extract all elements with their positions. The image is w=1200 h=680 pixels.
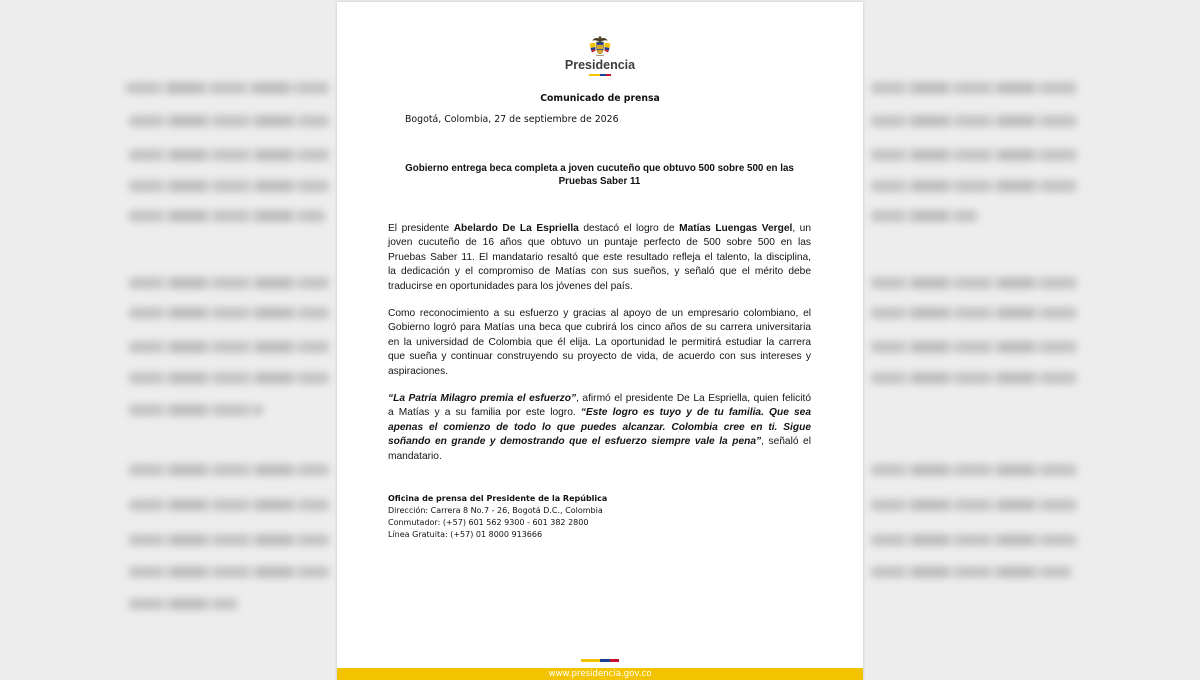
body-text-run: , afirmó el presidente De La Espriella, quien felicitó (576, 392, 811, 404)
flag-yellow-segment (589, 74, 600, 76)
body-line: Pruebas Saber 11. El mandatario resaltó que este resultado refleja el talento, la disciplina, (388, 251, 811, 263)
blurred-background-text (128, 115, 330, 127)
blurred-background-text (870, 82, 1078, 94)
blurred-background-text (870, 210, 978, 222)
flag-yellow-segment (581, 659, 600, 662)
blurred-background-text (128, 534, 330, 546)
blurred-background-text (870, 534, 1078, 546)
blurred-background-text (128, 372, 330, 384)
blurred-background-text (128, 341, 330, 353)
body-line (388, 222, 811, 236)
dateline: Bogotá, Colombia, 27 de septiembre de 2026 (405, 114, 619, 125)
blurred-background-text (870, 180, 1078, 192)
blurred-background-text (128, 464, 330, 476)
flag-red-segment (606, 74, 612, 76)
coat-of-arms-icon (588, 35, 612, 57)
footer-flag-stripe (581, 659, 619, 662)
blurred-background-text (128, 149, 330, 161)
blurred-background-text (128, 307, 330, 319)
student-name: Matías Luengas Vergel (679, 223, 793, 234)
blurred-background-text (870, 149, 1078, 161)
press-release-body (388, 222, 811, 477)
blurred-background-text (870, 372, 1078, 384)
press-office-contact (388, 493, 607, 541)
body-paragraph (388, 392, 811, 464)
body-text-run: a Matías y a su familia por este logro. (388, 407, 581, 419)
body-text-run: , un (792, 223, 812, 234)
body-paragraph (388, 307, 811, 379)
footer-band (337, 668, 863, 680)
press-office-name: Oficina de prensa del Presidente de la República (388, 494, 608, 503)
blurred-background-text (128, 210, 326, 222)
contact-switchboard: Conmutador: (+57) 601 562 9300 - 601 382 2800 (388, 518, 589, 527)
blurred-background-text (125, 82, 330, 94)
body-text-run: , señaló el (761, 436, 811, 448)
quote-text: “La Patria Milagro premia el esfuerzo” (388, 392, 577, 404)
press-release-page (337, 2, 863, 680)
body-line: la dedicación y el compromiso de Matías con sus sueños, y señaló que el mérito debe (388, 266, 811, 278)
blurred-background-text (870, 277, 1078, 289)
blurred-background-text (870, 115, 1078, 127)
headline-line: Pruebas Saber 11 (558, 175, 641, 187)
headline-line: Gobierno entrega beca completa a joven cucuteño que obtuvo 500 sobre 500 en las (405, 162, 794, 174)
body-line (388, 392, 811, 406)
blurred-background-text (128, 598, 238, 610)
blurred-background-text (128, 499, 330, 511)
blurred-background-text (870, 499, 1078, 511)
body-line (388, 435, 811, 449)
quote-line: apenas el comienzo de todo lo que puedes alcanzar. Colombia cree en ti. Sigue (388, 421, 811, 433)
body-line: en la universidad de Colombia que él elija. La oportunidad le permitirá estudiar la carrera (388, 336, 811, 348)
flag-blue-segment (600, 659, 610, 662)
blurred-background-text (870, 566, 1072, 578)
quote-text: “Este logro es tuyo y de tu familia. Que sea (580, 407, 811, 419)
body-line: Como reconocimiento a su esfuerzo y gracias al apoyo de un empresario colombiano, el (388, 307, 811, 319)
president-name: Abelardo De La Espriella (453, 223, 579, 234)
body-line (388, 406, 811, 420)
document-type-heading: Comunicado de prensa (540, 93, 660, 104)
body-line: mandatario. (388, 450, 442, 462)
blurred-background-text (128, 180, 330, 192)
quote-text: soñando en grande y demostrando que el esfuerzo siempre vale la pena” (388, 436, 762, 448)
logo-wordmark: Presidencia (564, 58, 636, 72)
blurred-background-text (128, 277, 330, 289)
body-paragraph (388, 222, 811, 294)
body-text-run: El presidente (388, 223, 454, 234)
contact-toll-free: Línea Gratuita: (+57) 01 8000 913666 (388, 530, 543, 539)
blurred-background-text (870, 341, 1078, 353)
blurred-background-text (870, 307, 1078, 319)
body-line: Gobierno logró para Matías una beca que cubrirá los cinco años de su carrera universitaria (388, 322, 811, 334)
body-line: aspiraciones. (388, 365, 449, 377)
body-line: que sueña y continuar construyendo su proyecto de vida, de acuerdo con sus intereses y (388, 351, 811, 363)
footer-website-link[interactable]: www.presidencia.gov.co (548, 669, 652, 679)
blurred-background-text (128, 404, 263, 416)
contact-address: Dirección: Carrera 8 No.7 - 26, Bogotá D.C., Colombia (388, 506, 603, 515)
logo-tricolor-rule (589, 74, 611, 76)
blurred-background-text (128, 566, 330, 578)
flag-red-segment (610, 659, 620, 662)
body-line: joven cucuteño de 16 años que obtuvo un puntaje perfecto de 500 sobre 500 en las (388, 237, 811, 249)
body-text-run: destacó el logro de (578, 223, 680, 234)
press-release-headline (388, 162, 811, 188)
body-line: traducirse en oportunidades para los jóvenes del país. (388, 280, 633, 292)
blurred-background-text (870, 464, 1078, 476)
